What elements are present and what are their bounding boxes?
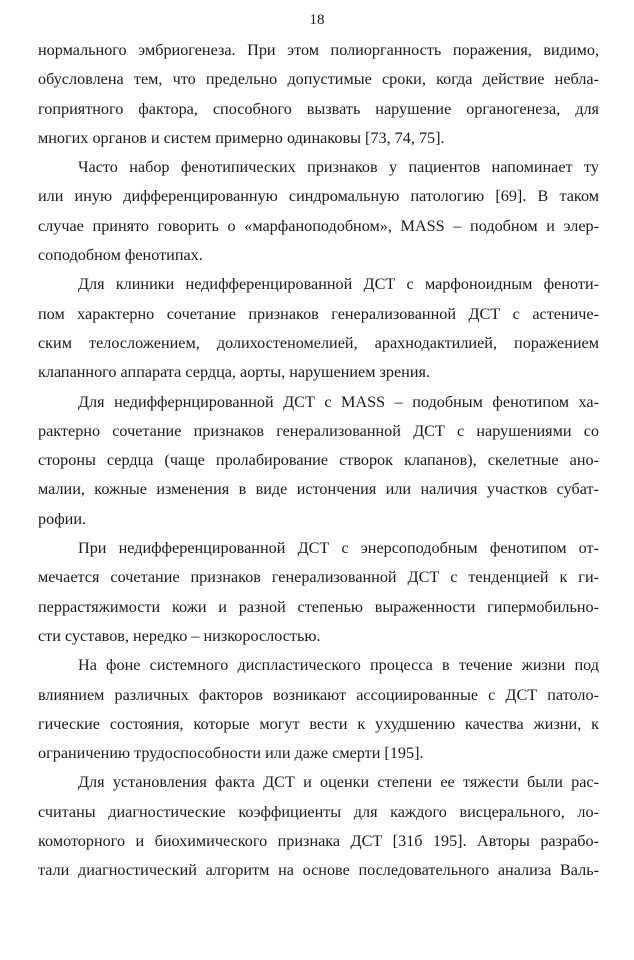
text-line: Часто набор фенотипических признаков у пациентов напоминает ту	[78, 158, 599, 177]
paragraph	[38, 36, 599, 153]
paragraph	[38, 388, 599, 534]
paragraph	[38, 768, 599, 885]
text-line: тали диагностический алгоритм на основе последовательного анализа Валь-	[38, 861, 599, 880]
text-line: Для недиффернцированной ДСТ с MASS – подобным фенотипом ха-	[78, 392, 599, 411]
text-line: ским телосложением, долихостеномелией, арахнодактилией, поражением	[38, 333, 599, 352]
text-line: считаны диагностические коэффициенты для каждого висцерального, ло-	[38, 802, 599, 821]
text-line: гические состояния, которые могут вести к ухудшению качества жизни, к	[38, 714, 599, 733]
text-line: ограничению трудоспособности или даже смерти [195].	[38, 744, 424, 763]
paragraph	[38, 651, 599, 768]
text-line: комоторного и биохимического признака ДСТ [31б 195]. Авторы разрабо-	[38, 832, 599, 851]
text-line: соподобном фенотипах.	[38, 246, 203, 265]
page-number: 18	[309, 12, 325, 28]
text-line: Для клиники недифференцированной ДСТ с марфоноидным феноти-	[78, 275, 599, 294]
text-line: рактерно сочетание признаков генерализованной ДСТ с нарушениями со	[38, 421, 599, 440]
text-line: На фоне системного диспластического процесса в течение жизни под	[78, 656, 599, 675]
text-line: стороны сердца (чаще пролабирование створок клапанов), скелетные ано-	[38, 451, 599, 470]
paragraph	[38, 270, 599, 387]
text-line: При недифференцированной ДСТ с энерсоподобным фенотипом от-	[78, 539, 599, 558]
document-body	[38, 36, 599, 886]
text-line: перрастяжимости кожи и разной степенью выраженности гипермобильно-	[38, 597, 599, 616]
text-line: или иную дифференцированную синдромальную патологию [69]. В таком	[38, 187, 599, 206]
paragraph	[38, 534, 599, 651]
text-line: Для установления факта ДСТ и оценки степени ее тяжести были рас-	[78, 773, 599, 792]
text-line: пом характерно сочетание признаков генерализованной ДСТ с астениче-	[38, 304, 599, 323]
text-line: влиянием различных факторов возникают ассоциированные с ДСТ патоло-	[38, 685, 599, 704]
text-line: мечается сочетание признаков генерализованной ДСТ с тенденцией к ги-	[38, 568, 599, 587]
text-line: обусловлена тем, что предельно допустимые сроки, когда действие небла-	[38, 70, 599, 89]
paragraph	[38, 153, 599, 270]
text-line: клапанного аппарата сердца, аорты, нарушением зрения.	[38, 363, 430, 382]
text-line: рофии.	[38, 509, 87, 528]
text-line: многих органов и систем примерно одинаковы [73, 74, 75].	[38, 128, 445, 147]
text-line: малии, кожные изменения в виде истончения или наличия участков субат-	[38, 480, 599, 499]
text-line: гоприятного фактора, способного вызвать нарушение органогенеза, для	[38, 99, 599, 118]
text-line: нормального эмбриогенеза. При этом полиорганность поражения, видимо,	[38, 41, 599, 59]
text-line: сти суставов, нередко – низкорослостью.	[38, 626, 321, 645]
text-line: случае принято говорить о «марфаноподобном», MASS – подобном и элер-	[38, 216, 599, 235]
